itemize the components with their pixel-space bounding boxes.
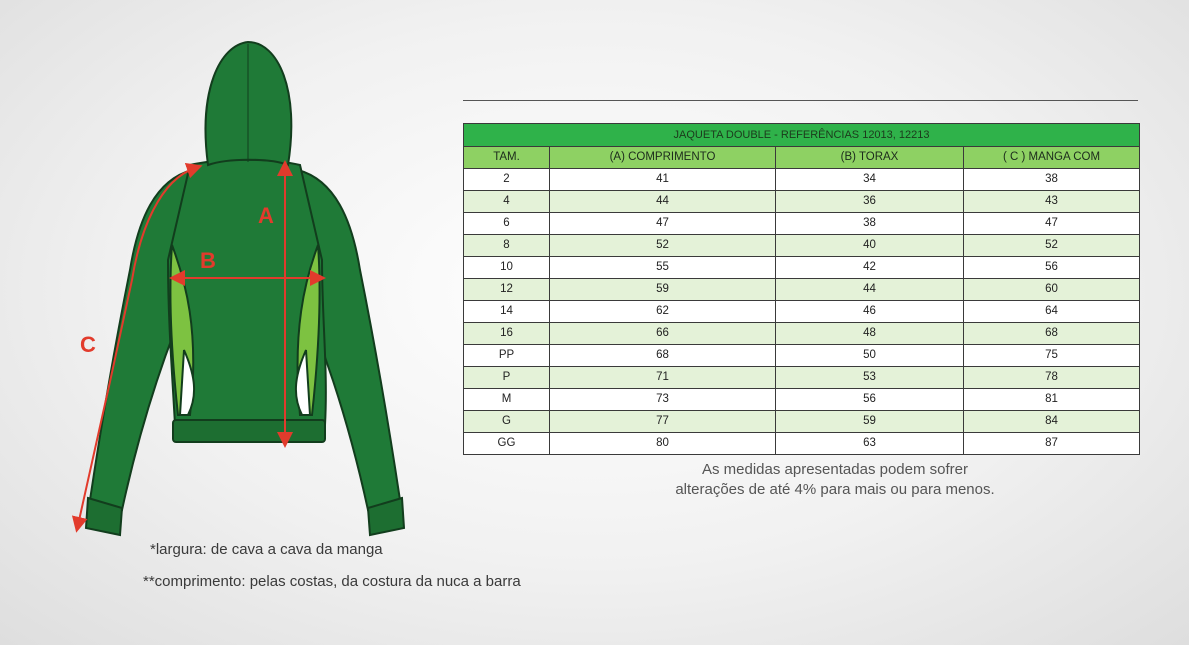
table-cell: 68 xyxy=(550,345,776,367)
table-cell: 80 xyxy=(550,433,776,455)
table-cell: 47 xyxy=(964,213,1140,235)
table-cell: 47 xyxy=(550,213,776,235)
table-cell: 60 xyxy=(964,279,1140,301)
table-title: JAQUETA DOUBLE - REFERÊNCIAS 12013, 12213 xyxy=(464,124,1140,147)
table-row xyxy=(464,301,1140,323)
table-cell: 53 xyxy=(776,367,964,389)
table-row xyxy=(464,235,1140,257)
table-header-row xyxy=(464,147,1140,169)
table-row xyxy=(464,389,1140,411)
table-cell: 55 xyxy=(550,257,776,279)
table-cell: 56 xyxy=(776,389,964,411)
table-cell: 62 xyxy=(550,301,776,323)
table-cell: 81 xyxy=(964,389,1140,411)
table-row xyxy=(464,279,1140,301)
table-cell: 12 xyxy=(464,279,550,301)
table-cell: 71 xyxy=(550,367,776,389)
length-note: **comprimento: pelas costas, da costura da nuca a barra xyxy=(143,573,521,590)
table-row xyxy=(464,169,1140,191)
table-cell: 78 xyxy=(964,367,1140,389)
header-length: (A) COMPRIMENTO xyxy=(550,147,776,169)
table-cell: 8 xyxy=(464,235,550,257)
table-cell: 38 xyxy=(964,169,1140,191)
table-cell: 48 xyxy=(776,323,964,345)
table-cell: M xyxy=(464,389,550,411)
table-cell: 42 xyxy=(776,257,964,279)
jacket-illustration xyxy=(60,30,430,550)
table-cell: 14 xyxy=(464,301,550,323)
table-cell: 73 xyxy=(550,389,776,411)
table-cell: 44 xyxy=(776,279,964,301)
divider-line xyxy=(463,100,1138,101)
table-cell: 41 xyxy=(550,169,776,191)
header-sleeve: ( C ) MANGA COM xyxy=(964,147,1140,169)
table-note xyxy=(560,460,1110,500)
table-row xyxy=(464,323,1140,345)
table-cell: 66 xyxy=(550,323,776,345)
table-cell: 59 xyxy=(550,279,776,301)
table-note-line-1: As medidas apresentadas podem sofrer xyxy=(702,461,968,478)
table-cell: 6 xyxy=(464,213,550,235)
jacket-body xyxy=(86,42,404,535)
table-body xyxy=(464,169,1140,455)
table-row xyxy=(464,433,1140,455)
table-cell: P xyxy=(464,367,550,389)
table-row xyxy=(464,411,1140,433)
table-cell: 52 xyxy=(550,235,776,257)
table-cell: 2 xyxy=(464,169,550,191)
table-row xyxy=(464,213,1140,235)
table-cell: 52 xyxy=(964,235,1140,257)
width-note: *largura: de cava a cava da manga xyxy=(150,541,383,558)
table-cell: 44 xyxy=(550,191,776,213)
table-cell: GG xyxy=(464,433,550,455)
table-cell: PP xyxy=(464,345,550,367)
table-cell: 63 xyxy=(776,433,964,455)
size-table xyxy=(463,123,1140,455)
table-cell: 68 xyxy=(964,323,1140,345)
table-row xyxy=(464,367,1140,389)
table-cell: 87 xyxy=(964,433,1140,455)
table-row xyxy=(464,191,1140,213)
table-cell: 40 xyxy=(776,235,964,257)
table-cell: 43 xyxy=(964,191,1140,213)
table-cell: 84 xyxy=(964,411,1140,433)
header-size: TAM. xyxy=(464,147,550,169)
table-cell: 38 xyxy=(776,213,964,235)
label-c: C xyxy=(80,332,96,357)
table-cell: 50 xyxy=(776,345,964,367)
table-cell: 75 xyxy=(964,345,1140,367)
table-cell: 64 xyxy=(964,301,1140,323)
table-row xyxy=(464,345,1140,367)
table-note-line-2: alterações de até 4% para mais ou para menos. xyxy=(675,481,995,498)
table-cell: 77 xyxy=(550,411,776,433)
label-b: B xyxy=(200,248,216,273)
table-cell: 4 xyxy=(464,191,550,213)
table-cell: G xyxy=(464,411,550,433)
table-cell: 16 xyxy=(464,323,550,345)
table-cell: 56 xyxy=(964,257,1140,279)
table-cell: 59 xyxy=(776,411,964,433)
header-chest: (B) TORAX xyxy=(776,147,964,169)
table-row xyxy=(464,257,1140,279)
table-cell: 34 xyxy=(776,169,964,191)
table-cell: 36 xyxy=(776,191,964,213)
table-cell: 46 xyxy=(776,301,964,323)
table-cell: 10 xyxy=(464,257,550,279)
label-a: A xyxy=(258,203,274,228)
